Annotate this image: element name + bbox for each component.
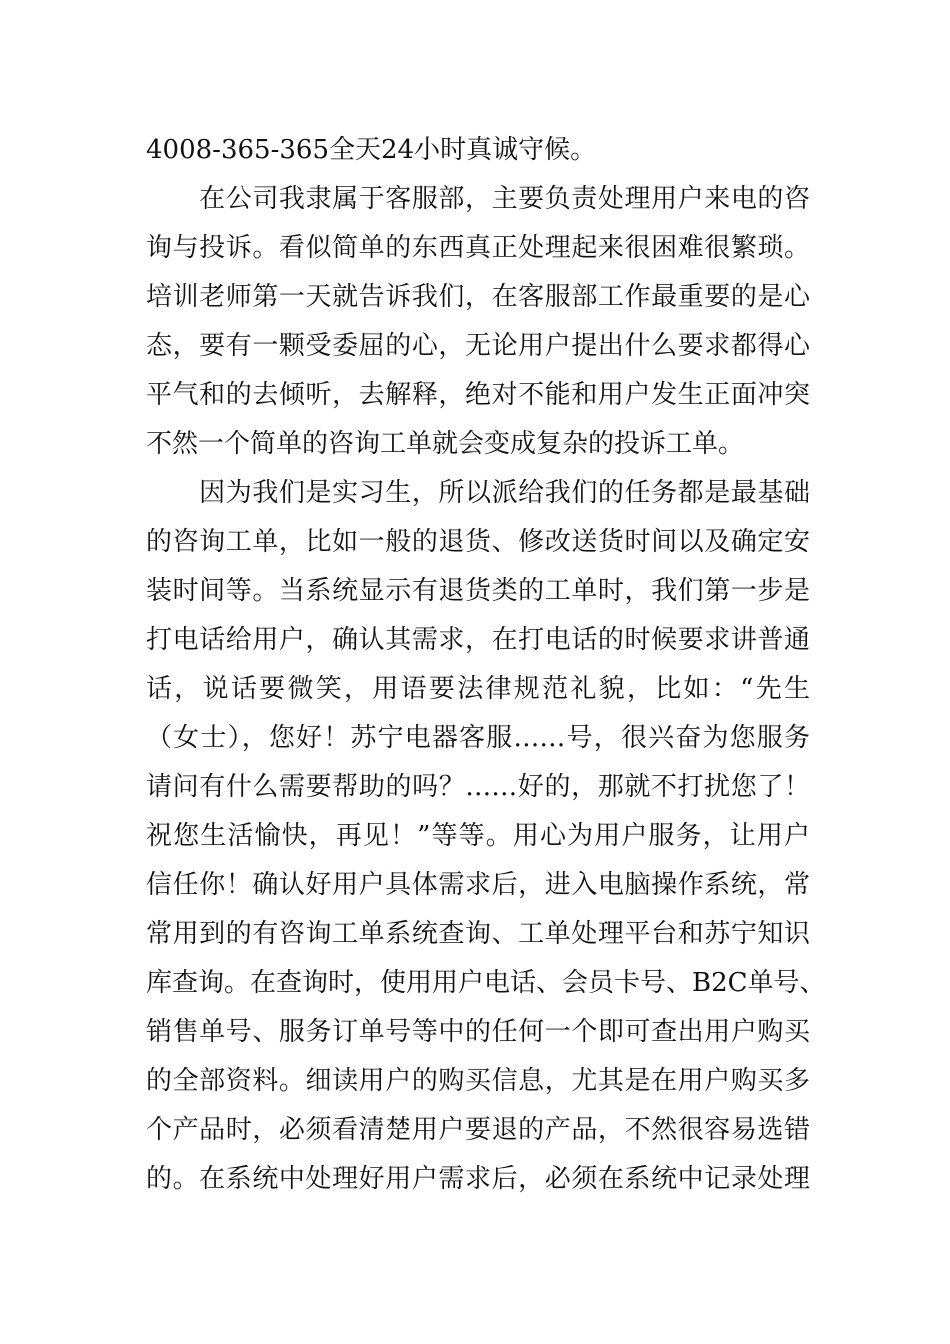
text-line: 在公司我隶属于客服部，主要负责处理用户来电的咨 xyxy=(146,184,810,214)
text-line: 请问有什么需要帮助的吗？……好的，那就不打扰您了！ xyxy=(146,772,810,802)
text-line: 销售单号、服务订单号等中的任何一个即可查出用户购买 xyxy=(146,1017,810,1047)
text-line: 装时间等。当系统显示有退货类的工单时，我们第一步是 xyxy=(146,576,810,606)
text-line: 信任你！确认好用户具体需求后，进入电脑操作系统，常 xyxy=(146,870,810,900)
text-line: 祝您生活愉快，再见！”等等。用心为用户服务，让用户 xyxy=(146,821,810,851)
text-line: 打电话给用户，确认其需求，在打电话的时候要求讲普通 xyxy=(146,625,810,655)
body-text xyxy=(146,126,826,1204)
text-line: 4008-365-365全天24小时真诚守候。 xyxy=(146,135,597,165)
text-line: 询与投诉。看似简单的东西真正处理起来很困难很繁琐。 xyxy=(146,233,810,263)
text-line: 的全部资料。细读用户的购买信息，尤其是在用户购买多 xyxy=(146,1066,810,1096)
text-line: 态，要有一颗受委屈的心，无论用户提出什么要求都得心 xyxy=(146,331,810,361)
text-line: 平气和的去倾听，去解释，绝对不能和用户发生正面冲突 xyxy=(146,380,810,410)
text-line: 个产品时，必须看清楚用户要退的产品，不然很容易选错 xyxy=(146,1115,810,1145)
text-line: 因为我们是实习生，所以派给我们的任务都是最基础 xyxy=(146,478,810,508)
text-line: 的。在系统中处理好用户需求后，必须在系统中记录处理 xyxy=(146,1164,810,1194)
text-line: 话，说话要微笑，用语要法律规范礼貌，比如：“先生 xyxy=(146,674,810,704)
text-line: 常用到的有咨询工单系统查询、工单处理平台和苏宁知识 xyxy=(146,919,810,949)
text-line: 培训老师第一天就告诉我们，在客服部工作最重要的是心 xyxy=(146,282,810,312)
text-line: 库查询。在查询时，使用用户电话、会员卡号、B2C单号、 xyxy=(146,968,826,998)
text-line: 的咨询工单，比如一般的退货、修改送货时间以及确定安 xyxy=(146,527,810,557)
text-line: （女士），您好！苏宁电器客服……号，很兴奋为您服务 xyxy=(146,723,810,753)
text-line: 不然一个简单的咨询工单就会变成复杂的投诉工单。 xyxy=(146,429,745,459)
